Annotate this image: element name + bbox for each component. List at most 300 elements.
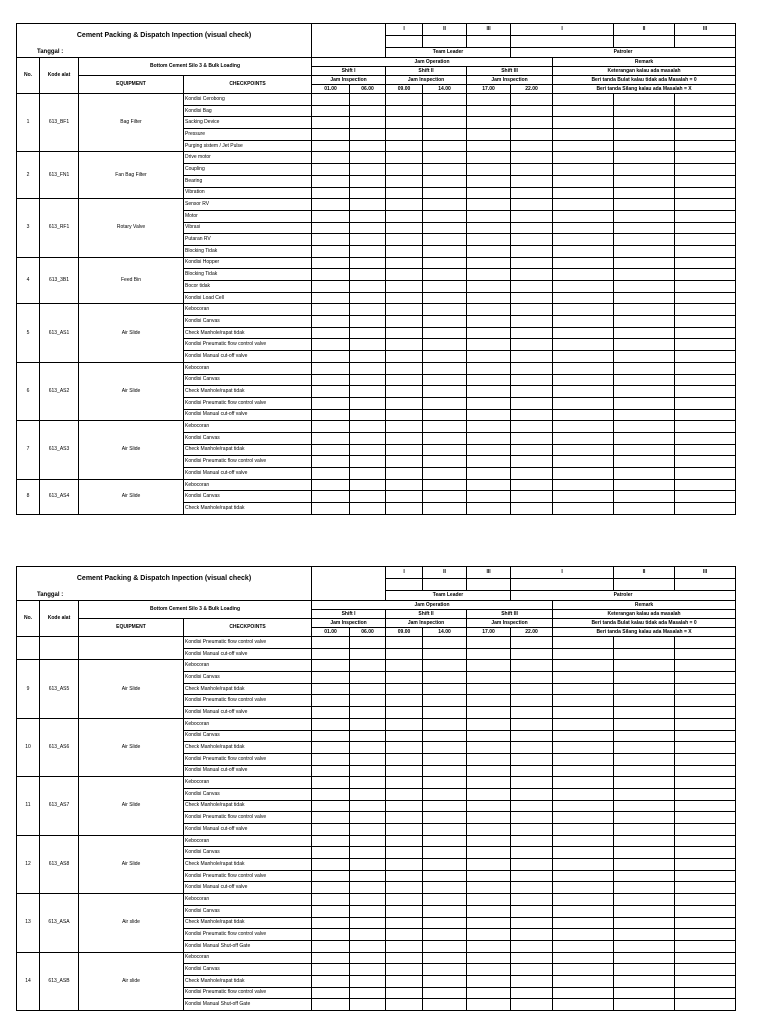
inspection-mark-cell[interactable] xyxy=(467,444,511,456)
inspection-mark-cell[interactable] xyxy=(423,917,467,929)
inspection-mark-cell[interactable] xyxy=(423,952,467,964)
inspection-mark-cell[interactable] xyxy=(423,374,467,386)
remark-cell[interactable] xyxy=(614,257,675,269)
remark-cell[interactable] xyxy=(675,847,736,859)
inspection-mark-cell[interactable] xyxy=(350,730,386,742)
inspection-mark-cell[interactable] xyxy=(312,859,350,871)
inspection-mark-cell[interactable] xyxy=(511,503,553,515)
inspection-mark-cell[interactable] xyxy=(423,362,467,374)
inspection-mark-cell[interactable] xyxy=(467,292,511,304)
inspection-mark-cell[interactable] xyxy=(350,718,386,730)
inspection-mark-cell[interactable] xyxy=(386,386,423,398)
remark-cell[interactable] xyxy=(614,432,675,444)
inspection-mark-cell[interactable] xyxy=(386,257,423,269)
inspection-mark-cell[interactable] xyxy=(511,362,553,374)
inspection-mark-cell[interactable] xyxy=(312,210,350,222)
inspection-mark-cell[interactable] xyxy=(511,479,553,491)
remark-cell[interactable] xyxy=(553,199,614,211)
inspection-mark-cell[interactable] xyxy=(312,397,350,409)
inspection-mark-cell[interactable] xyxy=(350,304,386,316)
inspection-mark-cell[interactable] xyxy=(511,468,553,480)
inspection-mark-cell[interactable] xyxy=(467,777,511,789)
remark-cell[interactable] xyxy=(675,281,736,293)
inspection-mark-cell[interactable] xyxy=(511,765,553,777)
remark-cell[interactable] xyxy=(553,905,614,917)
inspection-mark-cell[interactable] xyxy=(312,94,350,106)
inspection-mark-cell[interactable] xyxy=(511,327,553,339)
remark-cell[interactable] xyxy=(675,742,736,754)
inspection-mark-cell[interactable] xyxy=(386,210,423,222)
remark-cell[interactable] xyxy=(614,683,675,695)
inspection-mark-cell[interactable] xyxy=(350,222,386,234)
inspection-mark-cell[interactable] xyxy=(386,882,423,894)
inspection-mark-cell[interactable] xyxy=(511,730,553,742)
inspection-mark-cell[interactable] xyxy=(386,199,423,211)
inspection-mark-cell[interactable] xyxy=(423,753,467,765)
inspection-mark-cell[interactable] xyxy=(312,503,350,515)
remark-cell[interactable] xyxy=(553,742,614,754)
remark-cell[interactable] xyxy=(553,281,614,293)
inspection-mark-cell[interactable] xyxy=(423,894,467,906)
inspection-mark-cell[interactable] xyxy=(386,421,423,433)
inspection-mark-cell[interactable] xyxy=(312,812,350,824)
remark-cell[interactable] xyxy=(614,245,675,257)
remark-cell[interactable] xyxy=(675,987,736,999)
inspection-mark-cell[interactable] xyxy=(511,695,553,707)
remark-cell[interactable] xyxy=(614,187,675,199)
inspection-mark-cell[interactable] xyxy=(350,812,386,824)
patroler-sign-iii[interactable] xyxy=(675,36,736,48)
inspection-mark-cell[interactable] xyxy=(511,152,553,164)
remark-cell[interactable] xyxy=(614,327,675,339)
inspection-mark-cell[interactable] xyxy=(386,730,423,742)
inspection-mark-cell[interactable] xyxy=(386,503,423,515)
remark-cell[interactable] xyxy=(553,788,614,800)
inspection-mark-cell[interactable] xyxy=(350,386,386,398)
inspection-mark-cell[interactable] xyxy=(467,987,511,999)
inspection-mark-cell[interactable] xyxy=(386,975,423,987)
inspection-mark-cell[interactable] xyxy=(312,835,350,847)
remark-cell[interactable] xyxy=(614,444,675,456)
inspection-mark-cell[interactable] xyxy=(423,503,467,515)
inspection-mark-cell[interactable] xyxy=(511,882,553,894)
inspection-mark-cell[interactable] xyxy=(467,397,511,409)
inspection-mark-cell[interactable] xyxy=(386,753,423,765)
inspection-mark-cell[interactable] xyxy=(350,94,386,106)
inspection-mark-cell[interactable] xyxy=(511,672,553,684)
inspection-mark-cell[interactable] xyxy=(467,683,511,695)
remark-cell[interactable] xyxy=(553,94,614,106)
inspection-mark-cell[interactable] xyxy=(423,788,467,800)
remark-cell[interactable] xyxy=(614,859,675,871)
inspection-mark-cell[interactable] xyxy=(467,339,511,351)
inspection-mark-cell[interactable] xyxy=(423,648,467,660)
inspection-mark-cell[interactable] xyxy=(350,800,386,812)
remark-cell[interactable] xyxy=(553,894,614,906)
inspection-mark-cell[interactable] xyxy=(467,362,511,374)
inspection-mark-cell[interactable] xyxy=(350,707,386,719)
remark-cell[interactable] xyxy=(675,503,736,515)
inspection-mark-cell[interactable] xyxy=(467,234,511,246)
inspection-mark-cell[interactable] xyxy=(511,222,553,234)
remark-cell[interactable] xyxy=(553,175,614,187)
inspection-mark-cell[interactable] xyxy=(467,905,511,917)
remark-cell[interactable] xyxy=(553,660,614,672)
remark-cell[interactable] xyxy=(675,339,736,351)
remark-cell[interactable] xyxy=(553,479,614,491)
inspection-mark-cell[interactable] xyxy=(312,292,350,304)
remark-cell[interactable] xyxy=(614,905,675,917)
inspection-mark-cell[interactable] xyxy=(386,637,423,649)
remark-cell[interactable] xyxy=(553,140,614,152)
remark-cell[interactable] xyxy=(614,117,675,129)
inspection-mark-cell[interactable] xyxy=(386,905,423,917)
inspection-mark-cell[interactable] xyxy=(423,140,467,152)
inspection-mark-cell[interactable] xyxy=(423,210,467,222)
remark-cell[interactable] xyxy=(553,975,614,987)
inspection-mark-cell[interactable] xyxy=(312,222,350,234)
remark-cell[interactable] xyxy=(553,987,614,999)
inspection-mark-cell[interactable] xyxy=(350,397,386,409)
inspection-mark-cell[interactable] xyxy=(312,952,350,964)
inspection-mark-cell[interactable] xyxy=(423,940,467,952)
inspection-mark-cell[interactable] xyxy=(312,730,350,742)
remark-cell[interactable] xyxy=(675,234,736,246)
inspection-mark-cell[interactable] xyxy=(511,660,553,672)
inspection-mark-cell[interactable] xyxy=(467,718,511,730)
remark-cell[interactable] xyxy=(675,695,736,707)
inspection-mark-cell[interactable] xyxy=(467,281,511,293)
remark-cell[interactable] xyxy=(675,129,736,141)
remark-cell[interactable] xyxy=(553,105,614,117)
remark-cell[interactable] xyxy=(614,421,675,433)
inspection-mark-cell[interactable] xyxy=(423,105,467,117)
remark-cell[interactable] xyxy=(553,952,614,964)
inspection-mark-cell[interactable] xyxy=(423,386,467,398)
inspection-mark-cell[interactable] xyxy=(467,765,511,777)
remark-cell[interactable] xyxy=(553,409,614,421)
inspection-mark-cell[interactable] xyxy=(386,964,423,976)
remark-cell[interactable] xyxy=(614,351,675,363)
inspection-mark-cell[interactable] xyxy=(511,444,553,456)
inspection-mark-cell[interactable] xyxy=(423,882,467,894)
inspection-mark-cell[interactable] xyxy=(350,257,386,269)
inspection-mark-cell[interactable] xyxy=(467,859,511,871)
inspection-mark-cell[interactable] xyxy=(511,94,553,106)
inspection-mark-cell[interactable] xyxy=(467,374,511,386)
inspection-mark-cell[interactable] xyxy=(423,468,467,480)
remark-cell[interactable] xyxy=(614,304,675,316)
inspection-mark-cell[interactable] xyxy=(350,351,386,363)
inspection-mark-cell[interactable] xyxy=(511,929,553,941)
inspection-mark-cell[interactable] xyxy=(511,905,553,917)
remark-cell[interactable] xyxy=(553,847,614,859)
inspection-mark-cell[interactable] xyxy=(423,672,467,684)
inspection-mark-cell[interactable] xyxy=(423,269,467,281)
inspection-mark-cell[interactable] xyxy=(511,351,553,363)
remark-cell[interactable] xyxy=(553,210,614,222)
inspection-mark-cell[interactable] xyxy=(467,421,511,433)
inspection-mark-cell[interactable] xyxy=(312,637,350,649)
remark-cell[interactable] xyxy=(553,999,614,1011)
inspection-mark-cell[interactable] xyxy=(312,707,350,719)
inspection-mark-cell[interactable] xyxy=(350,374,386,386)
remark-cell[interactable] xyxy=(614,362,675,374)
remark-cell[interactable] xyxy=(553,304,614,316)
remark-cell[interactable] xyxy=(675,917,736,929)
inspection-mark-cell[interactable] xyxy=(312,129,350,141)
remark-cell[interactable] xyxy=(675,152,736,164)
remark-cell[interactable] xyxy=(675,718,736,730)
inspection-mark-cell[interactable] xyxy=(467,468,511,480)
inspection-mark-cell[interactable] xyxy=(423,847,467,859)
inspection-mark-cell[interactable] xyxy=(467,824,511,836)
remark-cell[interactable] xyxy=(553,164,614,176)
inspection-mark-cell[interactable] xyxy=(312,660,350,672)
remark-cell[interactable] xyxy=(614,882,675,894)
remark-cell[interactable] xyxy=(553,456,614,468)
inspection-mark-cell[interactable] xyxy=(467,707,511,719)
remark-cell[interactable] xyxy=(614,105,675,117)
remark-cell[interactable] xyxy=(675,940,736,952)
inspection-mark-cell[interactable] xyxy=(386,695,423,707)
inspection-mark-cell[interactable] xyxy=(467,199,511,211)
inspection-mark-cell[interactable] xyxy=(350,432,386,444)
remark-cell[interactable] xyxy=(553,695,614,707)
remark-cell[interactable] xyxy=(614,695,675,707)
inspection-mark-cell[interactable] xyxy=(350,788,386,800)
inspection-mark-cell[interactable] xyxy=(511,999,553,1011)
inspection-mark-cell[interactable] xyxy=(467,672,511,684)
inspection-mark-cell[interactable] xyxy=(386,269,423,281)
inspection-mark-cell[interactable] xyxy=(312,800,350,812)
inspection-mark-cell[interactable] xyxy=(511,432,553,444)
inspection-mark-cell[interactable] xyxy=(312,479,350,491)
inspection-mark-cell[interactable] xyxy=(511,175,553,187)
remark-cell[interactable] xyxy=(553,940,614,952)
inspection-mark-cell[interactable] xyxy=(467,882,511,894)
inspection-mark-cell[interactable] xyxy=(312,753,350,765)
inspection-mark-cell[interactable] xyxy=(423,257,467,269)
patroler-sign-ii[interactable] xyxy=(614,579,675,591)
remark-cell[interactable] xyxy=(553,859,614,871)
inspection-mark-cell[interactable] xyxy=(350,117,386,129)
remark-cell[interactable] xyxy=(675,199,736,211)
inspection-mark-cell[interactable] xyxy=(467,222,511,234)
inspection-mark-cell[interactable] xyxy=(467,695,511,707)
team-leader-sign-i[interactable] xyxy=(386,36,423,48)
inspection-mark-cell[interactable] xyxy=(312,742,350,754)
inspection-mark-cell[interactable] xyxy=(423,742,467,754)
remark-cell[interactable] xyxy=(553,444,614,456)
inspection-mark-cell[interactable] xyxy=(511,374,553,386)
remark-cell[interactable] xyxy=(614,742,675,754)
inspection-mark-cell[interactable] xyxy=(312,316,350,328)
inspection-mark-cell[interactable] xyxy=(312,765,350,777)
remark-cell[interactable] xyxy=(675,929,736,941)
inspection-mark-cell[interactable] xyxy=(386,859,423,871)
inspection-mark-cell[interactable] xyxy=(350,964,386,976)
inspection-mark-cell[interactable] xyxy=(423,397,467,409)
inspection-mark-cell[interactable] xyxy=(511,210,553,222)
inspection-mark-cell[interactable] xyxy=(386,234,423,246)
inspection-mark-cell[interactable] xyxy=(386,444,423,456)
inspection-mark-cell[interactable] xyxy=(423,660,467,672)
remark-cell[interactable] xyxy=(675,672,736,684)
inspection-mark-cell[interactable] xyxy=(350,882,386,894)
inspection-mark-cell[interactable] xyxy=(312,788,350,800)
remark-cell[interactable] xyxy=(675,140,736,152)
inspection-mark-cell[interactable] xyxy=(312,999,350,1011)
inspection-mark-cell[interactable] xyxy=(467,432,511,444)
remark-cell[interactable] xyxy=(675,479,736,491)
inspection-mark-cell[interactable] xyxy=(423,718,467,730)
remark-cell[interactable] xyxy=(614,316,675,328)
inspection-mark-cell[interactable] xyxy=(423,129,467,141)
remark-cell[interactable] xyxy=(614,707,675,719)
remark-cell[interactable] xyxy=(675,245,736,257)
remark-cell[interactable] xyxy=(553,351,614,363)
remark-cell[interactable] xyxy=(614,292,675,304)
inspection-mark-cell[interactable] xyxy=(386,788,423,800)
inspection-mark-cell[interactable] xyxy=(386,999,423,1011)
inspection-mark-cell[interactable] xyxy=(386,292,423,304)
inspection-mark-cell[interactable] xyxy=(467,187,511,199)
remark-cell[interactable] xyxy=(553,292,614,304)
remark-cell[interactable] xyxy=(614,222,675,234)
inspection-mark-cell[interactable] xyxy=(511,234,553,246)
inspection-mark-cell[interactable] xyxy=(511,824,553,836)
inspection-mark-cell[interactable] xyxy=(386,777,423,789)
inspection-mark-cell[interactable] xyxy=(350,339,386,351)
inspection-mark-cell[interactable] xyxy=(312,245,350,257)
inspection-mark-cell[interactable] xyxy=(312,374,350,386)
remark-cell[interactable] xyxy=(675,730,736,742)
inspection-mark-cell[interactable] xyxy=(511,637,553,649)
inspection-mark-cell[interactable] xyxy=(511,777,553,789)
remark-cell[interactable] xyxy=(614,952,675,964)
inspection-mark-cell[interactable] xyxy=(467,140,511,152)
remark-cell[interactable] xyxy=(614,917,675,929)
inspection-mark-cell[interactable] xyxy=(386,409,423,421)
inspection-mark-cell[interactable] xyxy=(511,835,553,847)
inspection-mark-cell[interactable] xyxy=(386,327,423,339)
remark-cell[interactable] xyxy=(553,777,614,789)
inspection-mark-cell[interactable] xyxy=(511,397,553,409)
inspection-mark-cell[interactable] xyxy=(386,316,423,328)
remark-cell[interactable] xyxy=(553,421,614,433)
remark-cell[interactable] xyxy=(675,835,736,847)
inspection-mark-cell[interactable] xyxy=(350,870,386,882)
inspection-mark-cell[interactable] xyxy=(350,327,386,339)
remark-cell[interactable] xyxy=(614,894,675,906)
inspection-mark-cell[interactable] xyxy=(511,987,553,999)
remark-cell[interactable] xyxy=(614,929,675,941)
inspection-mark-cell[interactable] xyxy=(467,999,511,1011)
inspection-mark-cell[interactable] xyxy=(511,975,553,987)
inspection-mark-cell[interactable] xyxy=(350,491,386,503)
remark-cell[interactable] xyxy=(675,812,736,824)
remark-cell[interactable] xyxy=(553,397,614,409)
inspection-mark-cell[interactable] xyxy=(350,753,386,765)
remark-cell[interactable] xyxy=(675,117,736,129)
inspection-mark-cell[interactable] xyxy=(312,468,350,480)
remark-cell[interactable] xyxy=(614,479,675,491)
inspection-mark-cell[interactable] xyxy=(386,281,423,293)
inspection-mark-cell[interactable] xyxy=(423,175,467,187)
remark-cell[interactable] xyxy=(553,503,614,515)
remark-cell[interactable] xyxy=(614,199,675,211)
inspection-mark-cell[interactable] xyxy=(511,164,553,176)
inspection-mark-cell[interactable] xyxy=(423,824,467,836)
inspection-mark-cell[interactable] xyxy=(350,742,386,754)
team-leader-sign-i[interactable] xyxy=(386,579,423,591)
inspection-mark-cell[interactable] xyxy=(350,362,386,374)
inspection-mark-cell[interactable] xyxy=(350,940,386,952)
remark-cell[interactable] xyxy=(675,269,736,281)
remark-cell[interactable] xyxy=(675,824,736,836)
inspection-mark-cell[interactable] xyxy=(423,409,467,421)
inspection-mark-cell[interactable] xyxy=(511,292,553,304)
inspection-mark-cell[interactable] xyxy=(386,742,423,754)
inspection-mark-cell[interactable] xyxy=(511,707,553,719)
inspection-mark-cell[interactable] xyxy=(467,105,511,117)
inspection-mark-cell[interactable] xyxy=(312,847,350,859)
inspection-mark-cell[interactable] xyxy=(350,835,386,847)
inspection-mark-cell[interactable] xyxy=(423,683,467,695)
inspection-mark-cell[interactable] xyxy=(467,245,511,257)
remark-cell[interactable] xyxy=(675,362,736,374)
inspection-mark-cell[interactable] xyxy=(511,129,553,141)
inspection-mark-cell[interactable] xyxy=(467,503,511,515)
inspection-mark-cell[interactable] xyxy=(312,117,350,129)
inspection-mark-cell[interactable] xyxy=(350,859,386,871)
remark-cell[interactable] xyxy=(553,374,614,386)
inspection-mark-cell[interactable] xyxy=(312,257,350,269)
remark-cell[interactable] xyxy=(614,503,675,515)
inspection-mark-cell[interactable] xyxy=(350,637,386,649)
remark-cell[interactable] xyxy=(614,824,675,836)
inspection-mark-cell[interactable] xyxy=(312,281,350,293)
remark-cell[interactable] xyxy=(614,269,675,281)
team-leader-sign-ii[interactable] xyxy=(423,579,467,591)
inspection-mark-cell[interactable] xyxy=(312,187,350,199)
inspection-mark-cell[interactable] xyxy=(386,245,423,257)
inspection-mark-cell[interactable] xyxy=(467,648,511,660)
remark-cell[interactable] xyxy=(675,351,736,363)
inspection-mark-cell[interactable] xyxy=(423,316,467,328)
inspection-mark-cell[interactable] xyxy=(423,292,467,304)
remark-cell[interactable] xyxy=(614,210,675,222)
inspection-mark-cell[interactable] xyxy=(312,199,350,211)
inspection-mark-cell[interactable] xyxy=(312,975,350,987)
inspection-mark-cell[interactable] xyxy=(511,491,553,503)
remark-cell[interactable] xyxy=(614,800,675,812)
patroler-sign-ii[interactable] xyxy=(614,36,675,48)
remark-cell[interactable] xyxy=(614,835,675,847)
inspection-mark-cell[interactable] xyxy=(312,987,350,999)
inspection-mark-cell[interactable] xyxy=(386,929,423,941)
inspection-mark-cell[interactable] xyxy=(467,660,511,672)
inspection-mark-cell[interactable] xyxy=(511,117,553,129)
remark-cell[interactable] xyxy=(614,152,675,164)
remark-cell[interactable] xyxy=(675,468,736,480)
inspection-mark-cell[interactable] xyxy=(511,812,553,824)
inspection-mark-cell[interactable] xyxy=(467,917,511,929)
inspection-mark-cell[interactable] xyxy=(423,304,467,316)
inspection-mark-cell[interactable] xyxy=(350,660,386,672)
inspection-mark-cell[interactable] xyxy=(312,456,350,468)
